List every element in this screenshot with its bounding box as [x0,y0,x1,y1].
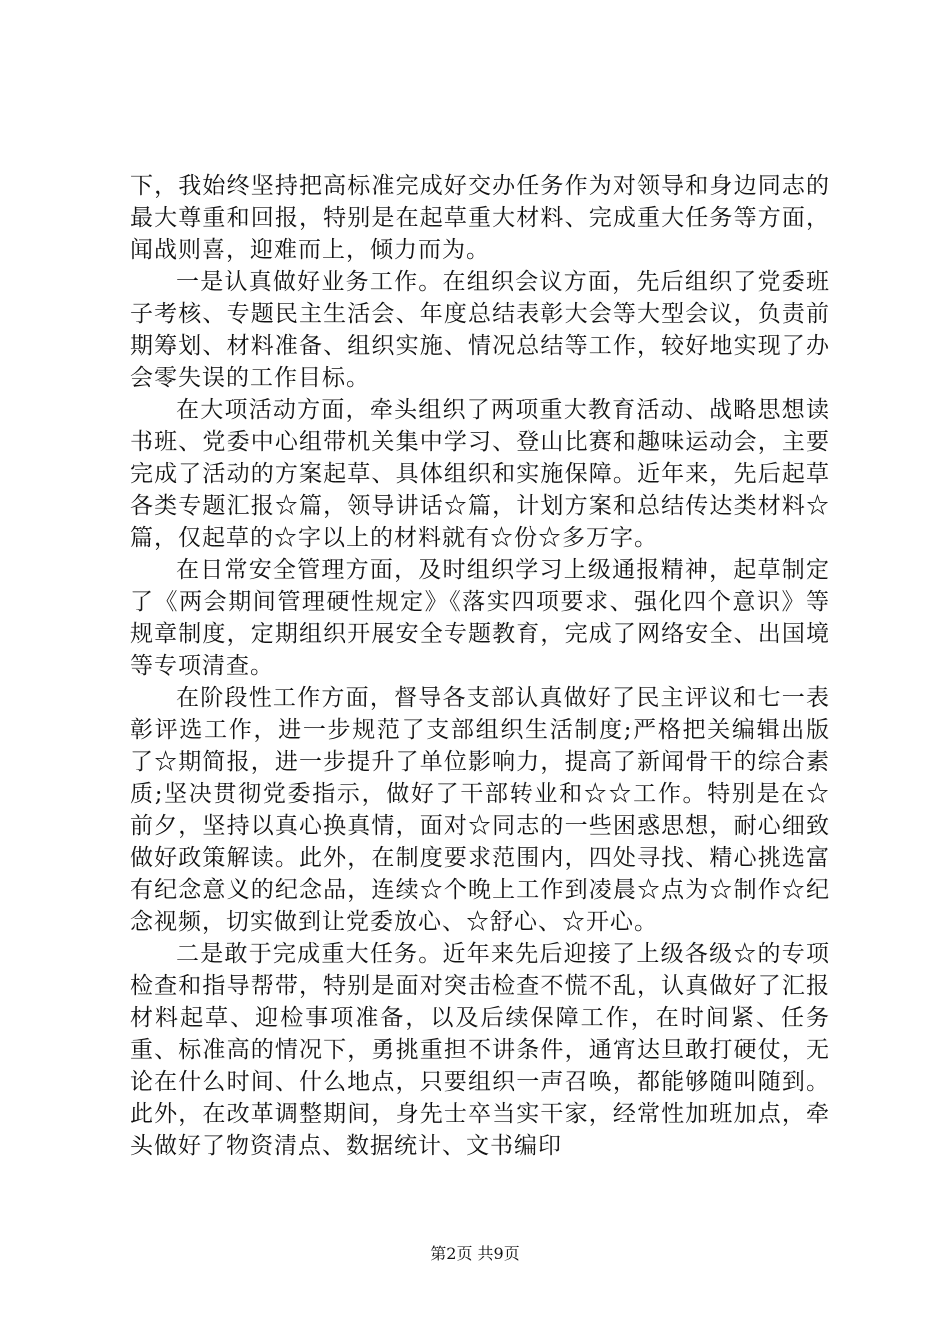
document-body [130,170,830,1162]
paragraph-phase-work: 在阶段性工作方面，督导各支部认真做好了民主评议和七一表彰评选工作，进一步规范了支部组织生活制度;严格把关编辑出版了☆期简报，进一步提升了单位影响力，提高了新闻骨干的综合素质;坚决贯彻党委指示，做好了干部转业和☆☆工作。特别是在☆前夕，坚持以真心换真情，面对☆同志的一些困惑思想，耐心细致做好政策解读。此外，在制度要求范围内，四处寻找、精心挑选富有纪念意义的纪念品，连续☆个晚上工作到凌晨☆点为☆制作☆纪念视频，切实做到让党委放心、☆舒心、☆开心。 [130,685,830,935]
paragraph-continuation: 下，我始终坚持把高标准完成好交办任务作为对领导和身边同志的最大尊重和回报，特别是在起草重大材料、完成重大任务等方面，闻战则喜，迎难而上，倾力而为。 [130,173,830,263]
paragraph-major-activities: 在大项活动方面，牵头组织了两项重大教育活动、战略思想读书班、党委中心组带机关集中学习、登山比赛和趣味运动会，主要完成了活动的方案起草、具体组织和实施保障。近年来，先后起草各类专题汇报☆篇，领导讲话☆篇，计划方案和总结传达类材料☆篇，仅起草的☆字以上的材料就有☆份☆多万字。 [130,397,830,551]
page-number-footer: 第2页 共9页 [430,1244,520,1263]
paragraph-major-tasks: 二是敢于完成重大任务。近年来先后迎接了上级各级☆的专项检查和指导帮带，特别是面对突击检查不慌不乱，认真做好了汇报材料起草、迎检事项准备，以及后续保障工作，在时间紧、任务重、标准高的情况下，勇挑重担不讲条件，通宵达旦敢打硬仗，无论在什么时间、什么地点，只要组织一声召唤，都能够随叫随到。此外，在改革调整期间，身先士卒当实干家，经常性加班加点，牵头做好了物资清点、数据统计、文书编印 [130,941,830,1159]
paragraph-safety-management: 在日常安全管理方面，及时组织学习上级通报精神，起草制定了《两会期间管理硬性规定》《落实四项要求、强化四个意识》等规章制度，定期组织开展安全专题教育，完成了网络安全、出国境等专项清查。 [130,557,830,679]
paragraph-business-work: 一是认真做好业务工作。在组织会议方面，先后组织了党委班子考核、专题民主生活会、年度总结表彰大会等大型会议，负责前期筹划、材料准备、组织实施、情况总结等工作，较好地实现了办会零失误的工作目标。 [130,269,830,391]
